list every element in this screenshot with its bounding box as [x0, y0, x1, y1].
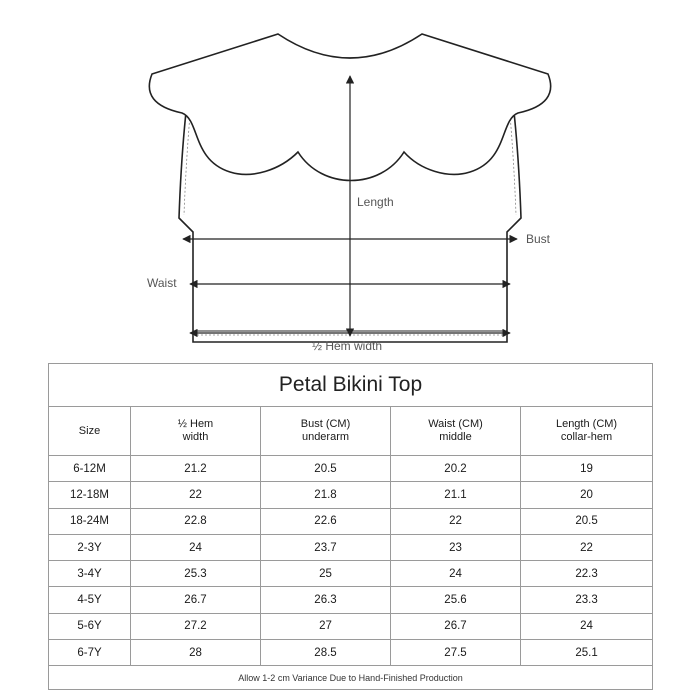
length-label: Length — [357, 195, 394, 209]
cell-size: 5-6Y — [49, 613, 131, 639]
cell-length: 22 — [521, 534, 653, 560]
table-row — [49, 640, 653, 666]
header-size: Size — [49, 407, 131, 456]
hem-width-label: ½ Hem width — [312, 339, 383, 353]
cell-length: 22.3 — [521, 561, 653, 587]
table-row — [49, 534, 653, 560]
table-title: Petal Bikini Top — [49, 364, 653, 407]
cell-size: 3-4Y — [49, 561, 131, 587]
cell-size: 12-18M — [49, 482, 131, 508]
cell-hem: 28 — [131, 640, 261, 666]
table-row — [49, 482, 653, 508]
cell-length: 19 — [521, 456, 653, 482]
cell-waist: 27.5 — [391, 640, 521, 666]
table-row — [49, 508, 653, 534]
cell-length: 20 — [521, 482, 653, 508]
table-row — [49, 456, 653, 482]
cell-bust: 21.8 — [261, 482, 391, 508]
cell-waist: 22 — [391, 508, 521, 534]
waist-label: Waist — [147, 276, 177, 290]
cell-bust: 25 — [261, 561, 391, 587]
cell-hem: 25.3 — [131, 561, 261, 587]
header-waist: Waist (CM) middle — [391, 407, 521, 456]
cell-size: 18-24M — [49, 508, 131, 534]
size-chart-table — [48, 363, 653, 690]
cell-size: 4-5Y — [49, 587, 131, 613]
cell-waist: 20.2 — [391, 456, 521, 482]
cell-bust: 26.3 — [261, 587, 391, 613]
bust-label: Bust — [526, 232, 551, 246]
cell-waist: 23 — [391, 534, 521, 560]
cell-hem: 22.8 — [131, 508, 261, 534]
cell-length: 25.1 — [521, 640, 653, 666]
cell-length: 23.3 — [521, 587, 653, 613]
cell-length: 20.5 — [521, 508, 653, 534]
cell-size: 6-7Y — [49, 640, 131, 666]
cell-hem: 27.2 — [131, 613, 261, 639]
table-row — [49, 613, 653, 639]
variance-note: Allow 1-2 cm Variance Due to Hand-Finished Production — [49, 666, 653, 690]
cell-hem: 26.7 — [131, 587, 261, 613]
cell-bust: 22.6 — [261, 508, 391, 534]
cell-hem: 22 — [131, 482, 261, 508]
cell-bust: 23.7 — [261, 534, 391, 560]
header-bust: Bust (CM) underarm — [261, 407, 391, 456]
cell-bust: 20.5 — [261, 456, 391, 482]
cell-bust: 28.5 — [261, 640, 391, 666]
cell-hem: 24 — [131, 534, 261, 560]
cell-waist: 21.1 — [391, 482, 521, 508]
cell-waist: 25.6 — [391, 587, 521, 613]
cell-size: 2-3Y — [49, 534, 131, 560]
table-row — [49, 587, 653, 613]
header-row — [49, 407, 653, 456]
cell-hem: 21.2 — [131, 456, 261, 482]
header-length: Length (CM) collar-hem — [521, 407, 653, 456]
cell-length: 24 — [521, 613, 653, 639]
table-row — [49, 561, 653, 587]
header-hem-width: ½ Hem width — [131, 407, 261, 456]
cell-waist: 24 — [391, 561, 521, 587]
cell-bust: 27 — [261, 613, 391, 639]
cell-size: 6-12M — [49, 456, 131, 482]
cell-waist: 26.7 — [391, 613, 521, 639]
